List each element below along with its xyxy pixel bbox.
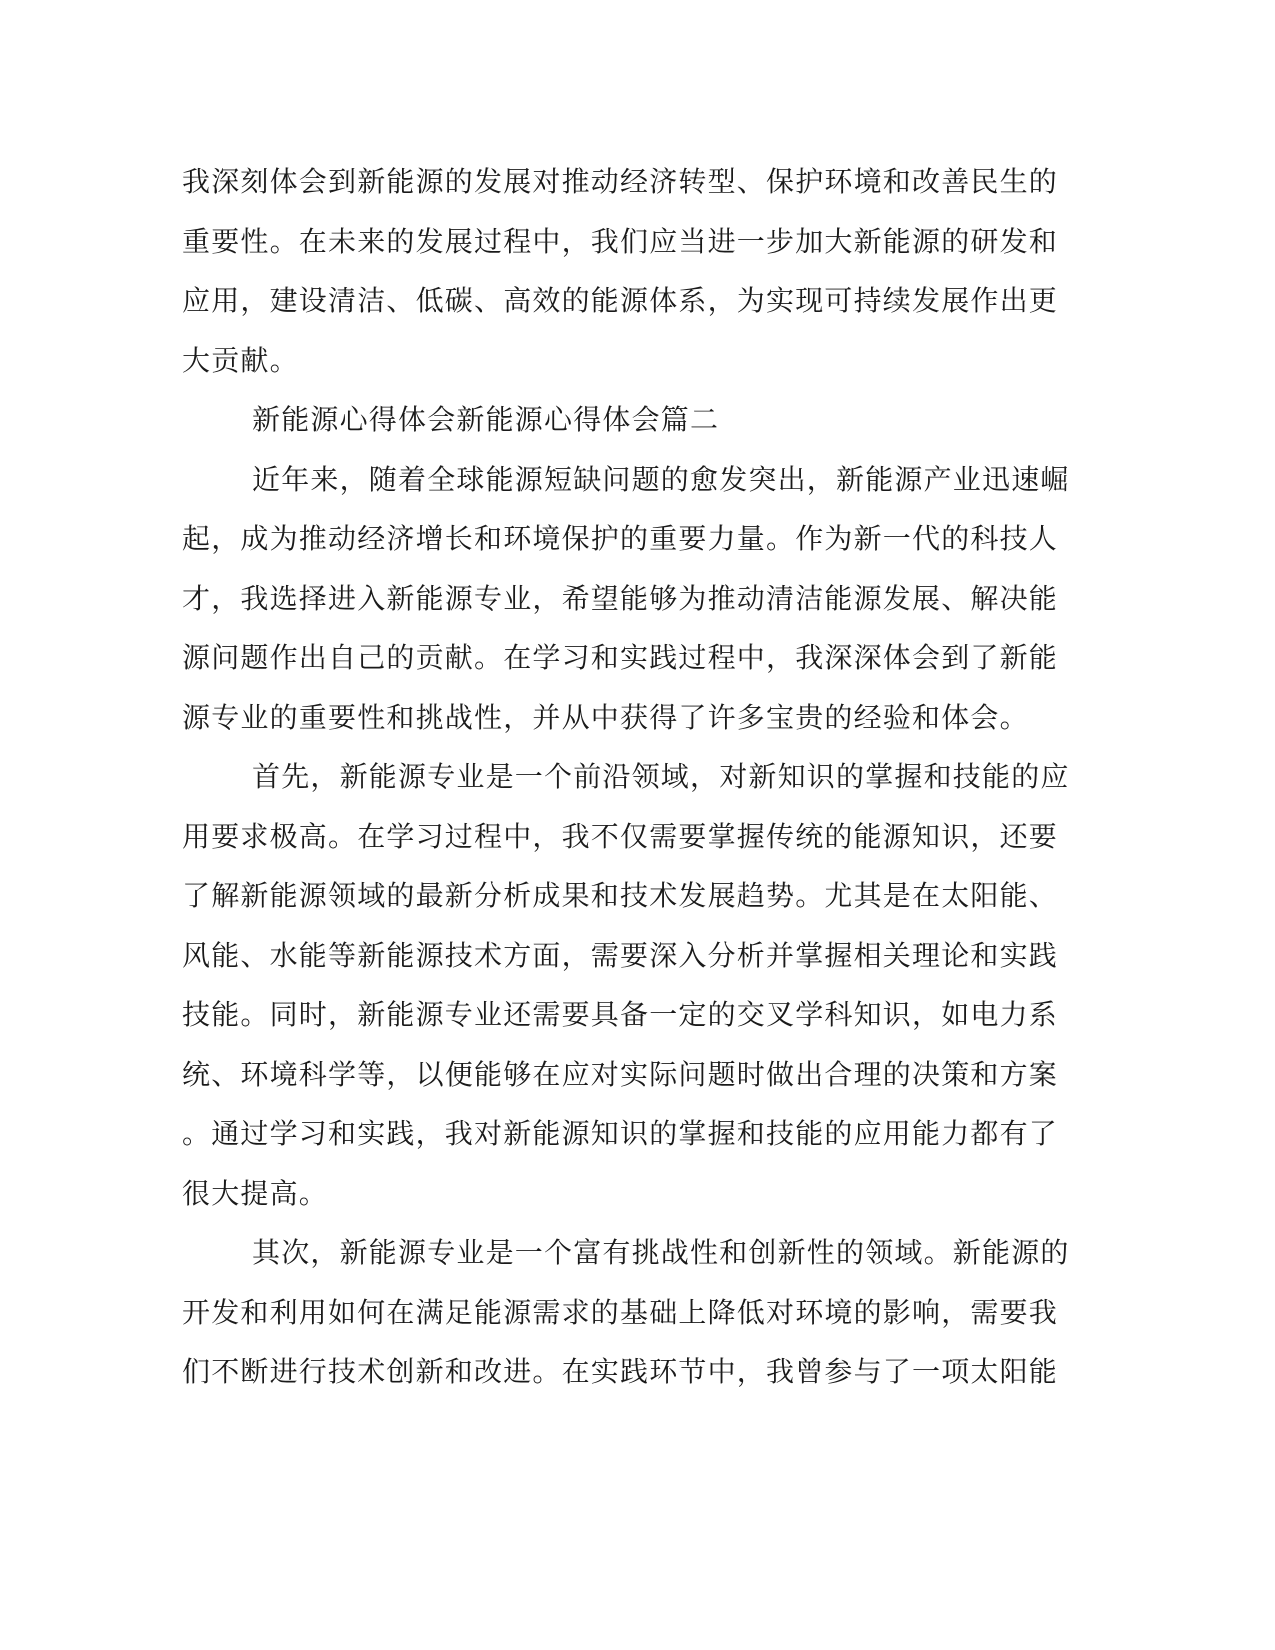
text-line: 。通过学习和实践，我对新能源知识的掌握和技能的应用能力都有了 <box>182 1117 1059 1150</box>
text-line: 重要性。在未来的发展过程中，我们应当进一步加大新能源的研发和 <box>182 224 1059 258</box>
text-line: 近年来，随着全球能源短缺问题的愈发突出，新能源产业迅速崛 <box>252 462 1070 496</box>
text-line: 源问题作出自己的贡献。在学习和实践过程中，我深深体会到了新能 <box>182 641 1059 674</box>
text-line: 应用，建设清洁、低碳、高效的能源体系，为实现可持续发展作出更 <box>182 284 1059 317</box>
text-line: 首先，新能源专业是一个前沿领域，对新知识的掌握和技能的应 <box>252 760 1070 793</box>
text-line: 统、环境科学等，以便能够在应对实际问题时做出合理的决策和方案 <box>182 1057 1059 1091</box>
section-heading: 新能源心得体会新能源心得体会篇二 <box>252 403 720 436</box>
text-line: 其次，新能源专业是一个富有挑战性和创新性的领域。新能源的 <box>252 1236 1070 1269</box>
text-line: 了解新能源领域的最新分析成果和技术发展趋势。尤其是在太阳能、 <box>182 879 1059 912</box>
text-line: 技能。同时，新能源专业还需要具备一定的交叉学科知识，如电力系 <box>182 998 1059 1031</box>
text-line: 才，我选择进入新能源专业，希望能够为推动清洁能源发展、解决能 <box>182 581 1059 615</box>
text-line: 用要求极高。在学习过程中，我不仅需要掌握传统的能源知识，还要 <box>182 819 1059 853</box>
text-line: 我深刻体会到新能源的发展对推动经济转型、保护环境和改善民生的 <box>182 165 1059 198</box>
text-line: 起，成为推动经济增长和环境保护的重要力量。作为新一代的科技人 <box>182 522 1059 555</box>
text-line: 开发和利用如何在满足能源需求的基础上降低对环境的影响，需要我 <box>182 1295 1059 1329</box>
text-line: 大贡献。 <box>182 343 299 377</box>
text-line: 风能、水能等新能源技术方面，需要深入分析并掌握相关理论和实践 <box>182 938 1059 972</box>
body-text <box>182 152 1070 1402</box>
text-line: 源专业的重要性和挑战性，并从中获得了许多宝贵的经验和体会。 <box>182 700 1029 734</box>
text-line: 们不断进行技术创新和改进。在实践环节中，我曾参与了一项太阳能 <box>182 1355 1059 1388</box>
text-line: 很大提高。 <box>182 1176 329 1210</box>
